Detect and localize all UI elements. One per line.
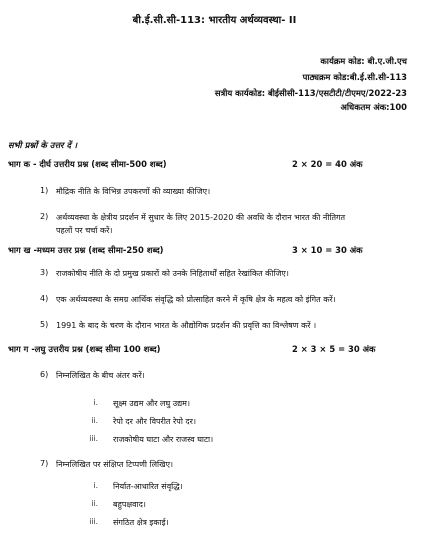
programme-code: कार्यक्रम कोड: बी.ए.जी.एच <box>320 56 407 66</box>
max-marks: अधिकतम अंक:100 <box>340 102 407 112</box>
subitem-number: iii. <box>89 434 98 443</box>
subitem-number: i. <box>93 398 98 407</box>
question-text: निम्नलिखित पर संक्षिप्त टिप्पणी लिखिए। <box>56 460 174 469</box>
subitem-number: ii. <box>91 416 98 425</box>
subitem-text: सूक्ष्म उद्यम और लघु उद्यम। <box>113 399 190 408</box>
subitem-text: संगठित क्षेत्र इकाई। <box>113 518 169 527</box>
question-text: निम्नलिखित के बीच अंतर करें। <box>56 371 145 380</box>
subitem-number: ii. <box>91 499 98 508</box>
instruction: सभी प्रश्नों के उत्तर दें । <box>8 140 78 150</box>
subitem-text: रेपो दर और विपरीत रेपो दर। <box>113 417 196 426</box>
question-text: एक अर्थव्यवस्था के समग्र आर्थिक संवृद्धि को प्रोत्साहित करने में कृषि क्षेत्र के महत्व को इंगित करें। <box>56 295 336 304</box>
subitem-number: iii. <box>89 517 98 526</box>
question-text: अर्थव्यवस्था के क्षेत्रीय प्रदर्शन में सुधार के लिए 2015-2020 की अवधि के दौरान भारत की नीतिगत <box>56 213 346 222</box>
assignment-code: सत्रीय कार्यकोड: बीईसीसी-113/एसटीटी/टीएमए/2022-23 <box>214 88 407 98</box>
section-a-marks: 2 × 20 = 40 अंक <box>292 159 363 169</box>
subitem-text: निर्यात-आधारित संवृद्धि। <box>113 482 183 491</box>
question-text: राजकोषीय नीति के दो प्रमुख प्रकारों को उनके निहितार्थों सहित रेखांकित कीजिए। <box>56 269 289 278</box>
question-number: 3) <box>40 268 49 277</box>
question-text-continued: पहलों पर चर्चा करें। <box>56 226 113 235</box>
course-code: पाठ्यक्रम कोड:बी.ई.सी.सी-113 <box>302 72 407 82</box>
question-text: 1991 के बाद के चरण के दौरान भारत के औद्योगिक प्रदर्शन की प्रवृत्ति का विश्लेषण करें । <box>56 321 317 330</box>
question-number: 1) <box>40 186 49 195</box>
section-c-title: भाग ग -लघु उत्तरीय प्रश्न (शब्द सीमा 100 शब्द) <box>8 344 161 354</box>
section-a-title: भाग क - दीर्घ उत्तरीय प्रश्न (शब्द सीमा-500 शब्द) <box>8 159 167 169</box>
question-number: 2) <box>40 212 49 221</box>
section-b-marks: 3 × 10 = 30 अंक <box>292 245 363 255</box>
question-number: 6) <box>40 370 49 379</box>
section-c-marks: 2 × 3 × 5 = 30 अंक <box>292 344 376 354</box>
section-b-title: भाग ख -मध्यम उत्तर प्रश्न (शब्द सीमा-250 शब्द) <box>8 245 164 255</box>
subitem-number: i. <box>93 481 98 490</box>
question-text: मौद्रिक नीति के विभिन्न उपकरणों की व्याख्या कीजिए। <box>56 187 211 196</box>
subitem-text: बहुपक्षवाद। <box>113 500 146 509</box>
question-number: 5) <box>40 320 49 329</box>
question-number: 4) <box>40 294 49 303</box>
document-title: बी.ई.सी.सी-113: भारतीय अर्थव्यवस्था- II <box>132 15 297 26</box>
subitem-text: राजकोषीय घाटा और राजस्व घाटा। <box>113 435 214 444</box>
question-number: 7) <box>40 459 49 468</box>
